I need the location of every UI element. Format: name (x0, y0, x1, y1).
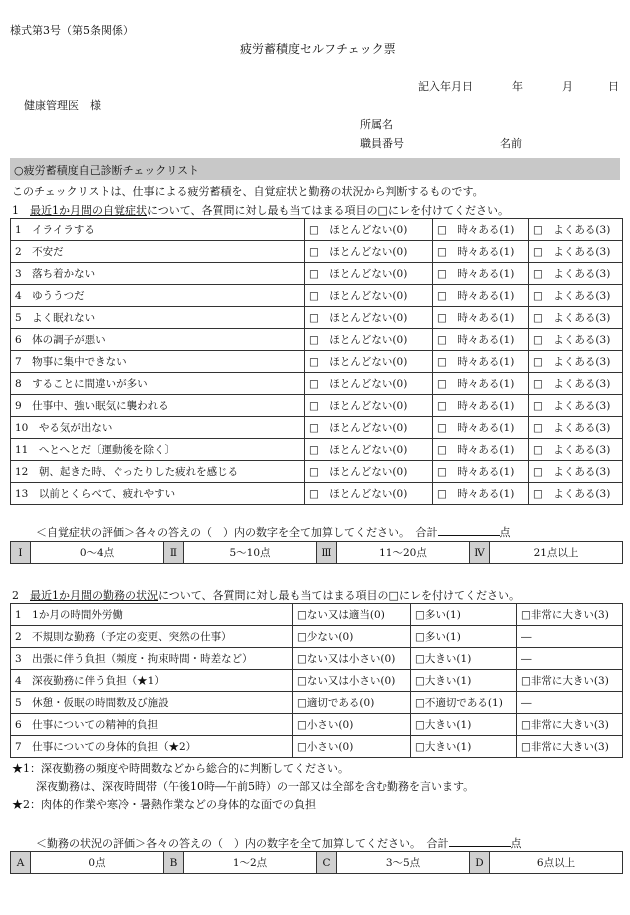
work-status-row (11, 692, 623, 714)
level-range: 5～10点 (184, 542, 317, 564)
symptom-option-checkbox[interactable]: □ 時々ある(1) (433, 285, 529, 307)
symptom-row (11, 351, 623, 373)
level-range: 1～2点 (184, 852, 317, 874)
symptom-question: 4 ゆううつだ (11, 285, 305, 307)
section-header (10, 158, 620, 180)
employee-number-label: 職員番号 (360, 137, 404, 150)
level-range: 0～4点 (31, 542, 164, 564)
work-status-question: 2 不規則な勤務（予定の変更、突然の仕事） (11, 626, 293, 648)
year-label: 年 (512, 80, 523, 93)
level-label: Ⅳ (470, 542, 490, 564)
symptom-total-blank[interactable] (438, 525, 500, 536)
work-status-option-checkbox[interactable]: □非常に大きい(3) (517, 604, 623, 626)
work-status-question: 5 休憩・仮眠の時間数及び施設 (11, 692, 293, 714)
symptom-option-checkbox[interactable]: □ よくある(3) (529, 351, 623, 373)
symptom-option-checkbox[interactable]: □ 時々ある(1) (433, 219, 529, 241)
work-status-option-checkbox[interactable]: □小さい(0) (293, 714, 411, 736)
empty-option: ― (517, 692, 623, 714)
work-status-option-checkbox[interactable]: □非常に大きい(3) (517, 714, 623, 736)
level-range: 11～20点 (337, 542, 470, 564)
date-label: 記入年月日 (418, 80, 473, 93)
empty-option: ― (517, 626, 623, 648)
work-status-option-checkbox[interactable]: □少ない(0) (293, 626, 411, 648)
symptom-option-checkbox[interactable]: □ よくある(3) (529, 417, 623, 439)
symptom-level-table (10, 541, 623, 564)
symptom-option-checkbox[interactable]: □ よくある(3) (529, 241, 623, 263)
symptom-question: 3 落ち着かない (11, 263, 305, 285)
work-status-option-checkbox[interactable]: □適切である(0) (293, 692, 411, 714)
symptom-row (11, 483, 623, 505)
symptom-option-checkbox[interactable]: □ よくある(3) (529, 285, 623, 307)
note-1: ★1：深夜勤務の頻度や時間数などから総合的に判断してください。 (12, 762, 349, 775)
symptom-option-checkbox[interactable]: □ ほとんどない(0) (305, 373, 433, 395)
symptom-option-checkbox[interactable]: □ ほとんどない(0) (305, 395, 433, 417)
level-label: A (11, 852, 31, 874)
symptom-option-checkbox[interactable]: □ よくある(3) (529, 483, 623, 505)
symptom-row (11, 395, 623, 417)
work-eval: ＜勤務の状況の評価＞各々の答えの（ ）内の数字を全て加算してください。 合計 点 (36, 837, 522, 850)
symptom-option-checkbox[interactable]: □ よくある(3) (529, 395, 623, 417)
symptom-question: 2 不安だ (11, 241, 305, 263)
day-label: 日 (608, 80, 619, 93)
form-number: 様式第3号（第5条関係） (10, 24, 134, 37)
symptom-option-checkbox[interactable]: □ ほとんどない(0) (305, 307, 433, 329)
symptom-option-checkbox[interactable]: □ 時々ある(1) (433, 395, 529, 417)
symptom-option-checkbox[interactable]: □ 時々ある(1) (433, 263, 529, 285)
symptom-row (11, 307, 623, 329)
note-2: ★2：肉体的作業や寒冷・暑熱作業などの身体的な面での負担 (12, 798, 316, 811)
symptom-option-checkbox[interactable]: □ 時々ある(1) (433, 307, 529, 329)
symptom-option-checkbox[interactable]: □ ほとんどない(0) (305, 219, 433, 241)
symptom-row (11, 241, 623, 263)
work-status-option-checkbox[interactable]: □多い(1) (411, 604, 517, 626)
symptom-question: 10 やる気が出ない (11, 417, 305, 439)
symptom-option-checkbox[interactable]: □ 時々ある(1) (433, 461, 529, 483)
symptom-row (11, 373, 623, 395)
symptom-option-checkbox[interactable]: □ よくある(3) (529, 219, 623, 241)
work-status-row (11, 604, 623, 626)
level-range: 21点以上 (490, 542, 623, 564)
symptom-row (11, 439, 623, 461)
level-range: 3～5点 (337, 852, 470, 874)
symptom-option-checkbox[interactable]: □ 時々ある(1) (433, 439, 529, 461)
addressee: 健康管理医 様 (24, 99, 101, 112)
level-label: B (164, 852, 184, 874)
work-status-question: 6 仕事についての精神的負担 (11, 714, 293, 736)
symptom-row (11, 263, 623, 285)
symptom-option-checkbox[interactable]: □ ほとんどない(0) (305, 439, 433, 461)
symptom-question: 5 よく眠れない (11, 307, 305, 329)
affiliation-label: 所属名 (360, 118, 393, 131)
intro-text: このチェックリストは、仕事による疲労蓄積を、自覚症状と勤務の状況から判断するものです。 (12, 185, 484, 198)
symptom-option-checkbox[interactable]: □ ほとんどない(0) (305, 461, 433, 483)
work-status-option-checkbox[interactable]: □多い(1) (411, 626, 517, 648)
work-status-option-checkbox[interactable]: □非常に大きい(3) (517, 736, 623, 758)
month-label: 月 (562, 80, 573, 93)
symptom-option-checkbox[interactable]: □ 時々ある(1) (433, 351, 529, 373)
symptom-option-checkbox[interactable]: □ よくある(3) (529, 329, 623, 351)
page-title: 疲労蓄積度セルフチェック票 (240, 42, 396, 56)
symptom-option-checkbox[interactable]: □ よくある(3) (529, 439, 623, 461)
work-status-option-checkbox[interactable]: □大きい(1) (411, 714, 517, 736)
work-level-table (10, 851, 623, 874)
work-status-option-checkbox[interactable]: □ない又は小さい(0) (293, 670, 411, 692)
symptom-question: 1 イライラする (11, 219, 305, 241)
symptom-option-checkbox[interactable]: □ ほとんどない(0) (305, 351, 433, 373)
symptom-option-checkbox[interactable]: □ ほとんどない(0) (305, 241, 433, 263)
work-status-table (10, 603, 623, 758)
symptom-row (11, 417, 623, 439)
level-label: C (317, 852, 337, 874)
symptom-eval: ＜自覚症状の評価＞各々の答えの（ ）内の数字を全て加算してください。 合計 点 (36, 526, 511, 539)
symptom-question: 12 朝、起きた時、ぐったりした疲れを感じる (11, 461, 305, 483)
symptom-question: 11 へとへとだ〔運動後を除く〕 (11, 439, 305, 461)
level-range: 0点 (31, 852, 164, 874)
work-status-row (11, 670, 623, 692)
work-total-blank[interactable] (449, 836, 511, 847)
level-label: Ⅰ (11, 542, 31, 564)
work-status-option-checkbox[interactable]: □ない又は小さい(0) (293, 648, 411, 670)
symptom-option-checkbox[interactable]: □ ほとんどない(0) (305, 329, 433, 351)
symptom-table (10, 218, 623, 505)
work-status-option-checkbox[interactable]: □ない又は適当(0) (293, 604, 411, 626)
symptom-question: 8 することに間違いが多い (11, 373, 305, 395)
work-status-row (11, 648, 623, 670)
work-status-option-checkbox[interactable]: □大きい(1) (411, 670, 517, 692)
symptom-option-checkbox[interactable]: □ 時々ある(1) (433, 373, 529, 395)
symptom-option-checkbox[interactable]: □ ほとんどない(0) (305, 285, 433, 307)
symptom-row (11, 461, 623, 483)
symptom-option-checkbox[interactable]: □ 時々ある(1) (433, 483, 529, 505)
work-status-row (11, 736, 623, 758)
work-status-row (11, 714, 623, 736)
note-1-detail: 深夜勤務は、深夜時間帯（午後10時―午前5時）の一部又は全部を含む勤務を言います。 (36, 780, 475, 793)
symptom-option-checkbox[interactable]: □ よくある(3) (529, 307, 623, 329)
work-status-option-checkbox[interactable]: □非常に大きい(3) (517, 670, 623, 692)
work-status-option-checkbox[interactable]: □大きい(1) (411, 648, 517, 670)
level-label: D (470, 852, 490, 874)
symptom-option-checkbox[interactable]: □ よくある(3) (529, 373, 623, 395)
symptom-option-checkbox[interactable]: □ 時々ある(1) (433, 329, 529, 351)
level-label: Ⅱ (164, 542, 184, 564)
work-status-question: 7 仕事についての身体的負担（★2） (11, 736, 293, 758)
symptom-option-checkbox[interactable]: □ ほとんどない(0) (305, 263, 433, 285)
symptom-option-checkbox[interactable]: □ ほとんどない(0) (305, 483, 433, 505)
work-status-question: 4 深夜勤務に伴う負担（★1） (11, 670, 293, 692)
symptom-option-checkbox[interactable]: □ 時々ある(1) (433, 417, 529, 439)
name-label: 名前 (500, 137, 522, 150)
work-status-question: 3 出張に伴う負担（頻度・拘束時間・時差など） (11, 648, 293, 670)
work-status-option-checkbox[interactable]: □大きい(1) (411, 736, 517, 758)
symptom-question: 7 物事に集中できない (11, 351, 305, 373)
symptom-row (11, 219, 623, 241)
part2-question: 2 最近1か月間の勤務の状況について、各質問に対し最も当てはまる項目の□にレを付けてください。 (12, 589, 520, 602)
empty-option: ― (517, 648, 623, 670)
work-status-row (11, 626, 623, 648)
symptom-question: 13 以前とくらべて、疲れやすい (11, 483, 305, 505)
work-status-option-checkbox[interactable]: □不適切である(1) (411, 692, 517, 714)
symptom-option-checkbox[interactable]: □ よくある(3) (529, 461, 623, 483)
symptom-question: 9 仕事中、強い眠気に襲われる (11, 395, 305, 417)
level-range: 6点以上 (490, 852, 623, 874)
work-status-question: 1 1か月の時間外労働 (11, 604, 293, 626)
symptom-row (11, 285, 623, 307)
section-title: ○疲労蓄積度自己診断チェックリスト (14, 164, 200, 177)
symptom-option-checkbox[interactable]: □ ほとんどない(0) (305, 417, 433, 439)
level-label: Ⅲ (317, 542, 337, 564)
work-status-option-checkbox[interactable]: □小さい(0) (293, 736, 411, 758)
symptom-option-checkbox[interactable]: □ 時々ある(1) (433, 241, 529, 263)
symptom-option-checkbox[interactable]: □ よくある(3) (529, 263, 623, 285)
symptom-question: 6 体の調子が悪い (11, 329, 305, 351)
part1-question: 1 最近1か月間の自覚症状について、各質問に対し最も当てはまる項目の□にレを付けてください。 (12, 204, 509, 217)
symptom-row (11, 329, 623, 351)
